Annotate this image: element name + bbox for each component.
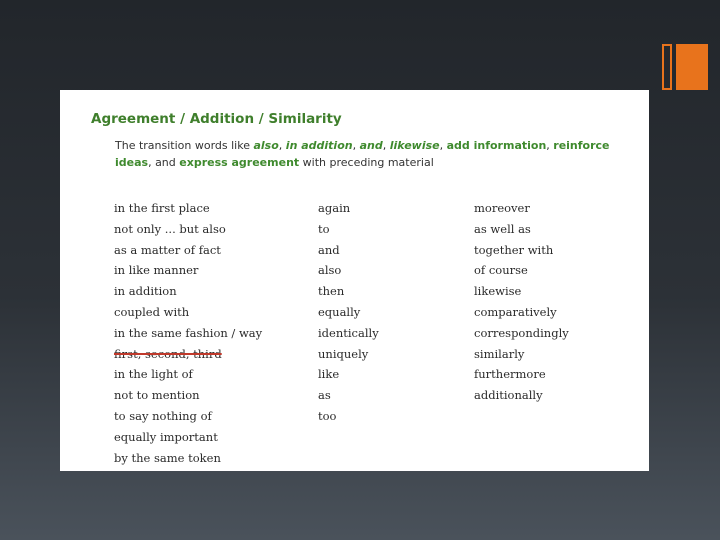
transition-word: correspondingly — [474, 325, 569, 340]
transition-word: of course — [474, 263, 528, 278]
transition-word: additionally — [474, 388, 543, 403]
accent-bar-outline — [662, 44, 672, 90]
transition-word: in the first place — [114, 201, 210, 215]
slide-heading: Agreement / Addition / Similarity — [91, 111, 342, 127]
intro-text: , — [278, 139, 286, 152]
transition-word: as well as — [474, 221, 531, 236]
transition-word: as a matter of fact — [114, 242, 221, 257]
intro-text: , — [546, 139, 554, 152]
intro-text: The transition words like — [115, 139, 254, 152]
intro-keyword: in addition — [285, 139, 353, 152]
transition-word: in addition — [114, 284, 177, 299]
transition-word: in the same fashion / way — [114, 325, 263, 340]
intro-text: with preceding material — [299, 156, 434, 169]
transition-word: in the light of — [114, 367, 193, 382]
transition-word: equally — [318, 304, 361, 319]
transition-word: as — [318, 388, 331, 403]
transition-word: too — [318, 408, 337, 423]
transition-column-1 — [114, 198, 262, 468]
transition-word: in like manner — [114, 263, 199, 278]
transition-word: and — [318, 242, 340, 257]
transition-word: again — [318, 201, 351, 215]
transition-word: to say nothing of — [114, 408, 212, 423]
transition-word: by the same token — [114, 450, 221, 465]
intro-keyword: reinforce ideas — [115, 139, 610, 169]
transition-column-3 — [474, 198, 569, 406]
transition-word: similarly — [474, 346, 525, 361]
intro-keyword: express agreement — [179, 156, 300, 169]
transition-word: comparatively — [474, 304, 557, 319]
intro-text: , — [439, 139, 447, 152]
transition-word: moreover — [474, 201, 530, 215]
intro-text: , — [382, 139, 390, 152]
intro-keyword: also — [253, 139, 279, 152]
transition-word: not only ... but also — [114, 221, 226, 236]
intro-text: , and — [148, 156, 180, 169]
accent-bar — [676, 44, 708, 90]
transition-word: not to mention — [114, 388, 200, 403]
transition-word: together with — [474, 242, 554, 257]
intro-keyword: likewise — [389, 139, 440, 152]
slide-content — [60, 90, 649, 471]
transition-word: equally important — [114, 429, 218, 444]
transition-column-2 — [318, 198, 379, 427]
transition-word: like — [318, 367, 340, 382]
transition-word: identically — [318, 325, 379, 340]
transition-word: first, second, third — [114, 346, 222, 361]
intro-text: , — [352, 139, 360, 152]
transition-word: furthermore — [474, 367, 546, 382]
transition-word: to — [318, 221, 330, 236]
intro-paragraph — [115, 137, 615, 171]
transition-word: likewise — [474, 284, 522, 299]
intro-keyword: add information — [446, 139, 547, 152]
transition-word: also — [318, 263, 342, 278]
transition-word: then — [318, 284, 345, 299]
transition-word: coupled with — [114, 304, 190, 319]
transition-word: uniquely — [318, 346, 369, 361]
intro-keyword: and — [359, 139, 383, 152]
